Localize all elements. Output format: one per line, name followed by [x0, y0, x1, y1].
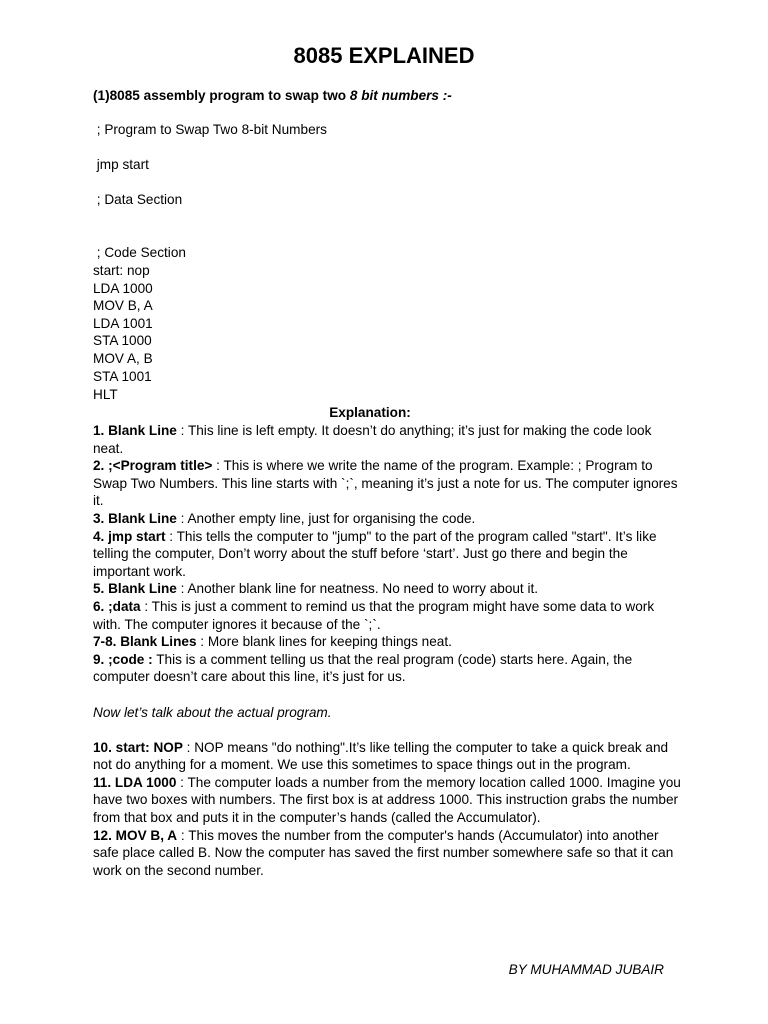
explanation-item [93, 528, 683, 581]
explanation-item [93, 774, 683, 827]
item-text: : More blank lines for keeping things neat. [196, 634, 452, 650]
item-label: 9. ;code : [93, 651, 153, 667]
section-heading [93, 87, 452, 105]
blank-line [93, 721, 683, 739]
code-instruction: STA 1001 [93, 369, 152, 384]
item-text: : The computer loads a number from the memory location called 1000. Imagine you have two boxes with numbers. The first box is at address 1000. This instruction grabs the number from that box and puts it in the computer’s hands (called the Accumulator). [93, 774, 681, 826]
item-label: 10. start: NOP [93, 739, 183, 755]
item-label: 5. Blank Line [93, 581, 177, 597]
code-instruction: HLT [93, 387, 118, 402]
item-text: : This tells the computer to "jump" to the part of the program called "start". It’s like telling the computer, Don’t worry about the stuff before ‘start’. Just go there and begin the important work. [93, 528, 657, 579]
heading-text: (1)8085 assembly program to swap two [93, 88, 350, 103]
blank-line [93, 686, 683, 704]
item-text: : This moves the number from the computer's hands (Accumulator) into another safe place called B. Now the computer has saved the first number somewhere safe so that it can work on the second number. [93, 827, 674, 878]
explanation-body [93, 422, 683, 879]
code-instruction: LDA 1000 [93, 281, 153, 296]
item-text: : This is just a comment to remind us that the program might have some data to work with. The computer ignores it because of the `;`. [93, 598, 655, 632]
code-instruction: start: nop [93, 263, 150, 278]
explanation-item [93, 510, 683, 528]
item-text: This is a comment telling us that the real program (code) starts here. Again, the computer doesn’t care about this line, it’s just for us. [93, 651, 633, 685]
explanation-item [93, 422, 683, 457]
item-text: : This line is left empty. It doesn’t do anything; it’s just for making the code look neat. [93, 423, 652, 456]
code-jmp-line: jmp start [93, 157, 149, 172]
item-text: : Another empty line, just for organising the code. [176, 510, 476, 526]
explanation-item [93, 651, 683, 686]
explanation-item [93, 580, 683, 598]
code-data-section: ; Data Section [93, 192, 183, 207]
item-label: 1. Blank Line [93, 423, 177, 438]
code-comment-title: ; Program to Swap Two 8-bit Numbers [93, 122, 327, 137]
page-title: 8085 EXPLAINED [293, 43, 475, 68]
item-text: : NOP means "do nothing".It’s like telling the computer to take a quick break and not do anything for a moment. We use this sometimes to space things out in the program. [93, 739, 669, 773]
code-code-section: ; Code Section [93, 245, 186, 260]
code-instruction: LDA 1001 [93, 316, 153, 331]
item-label: 12. MOV B, A [93, 827, 178, 843]
item-label: 7-8. Blank Lines [93, 634, 197, 650]
item-label: 2. ;<Program title> [93, 458, 213, 474]
code-instruction: MOV A, B [93, 351, 153, 366]
explanation-title: Explanation: [329, 405, 411, 420]
explanation-item [93, 739, 683, 774]
transition-text: Now let’s talk about the actual program. [93, 704, 332, 720]
author-footer: BY MUHAMMAD JUBAIR [508, 962, 664, 977]
heading-emphasis: 8 bit numbers :- [349, 88, 452, 103]
code-instruction: MOV B, A [93, 298, 153, 313]
item-text: : Another blank line for neatness. No need to worry about it. [176, 581, 539, 597]
item-label: 6. ;data [93, 598, 141, 614]
item-label: 11. LDA 1000 [93, 774, 177, 790]
explanation-item [93, 827, 683, 880]
item-label: 4. jmp start [93, 528, 166, 544]
item-label: 3. Blank Line [93, 510, 177, 526]
explanation-item [93, 598, 683, 633]
explanation-item [93, 457, 683, 510]
code-instruction: STA 1000 [93, 333, 152, 348]
item-text: : This is where we write the name of the program. Example: ; Program to Swap Two Numbers. This line starts with `;`, meaning it’s just a note for us. The computer ignores it. [93, 458, 678, 509]
explanation-item [93, 633, 683, 651]
